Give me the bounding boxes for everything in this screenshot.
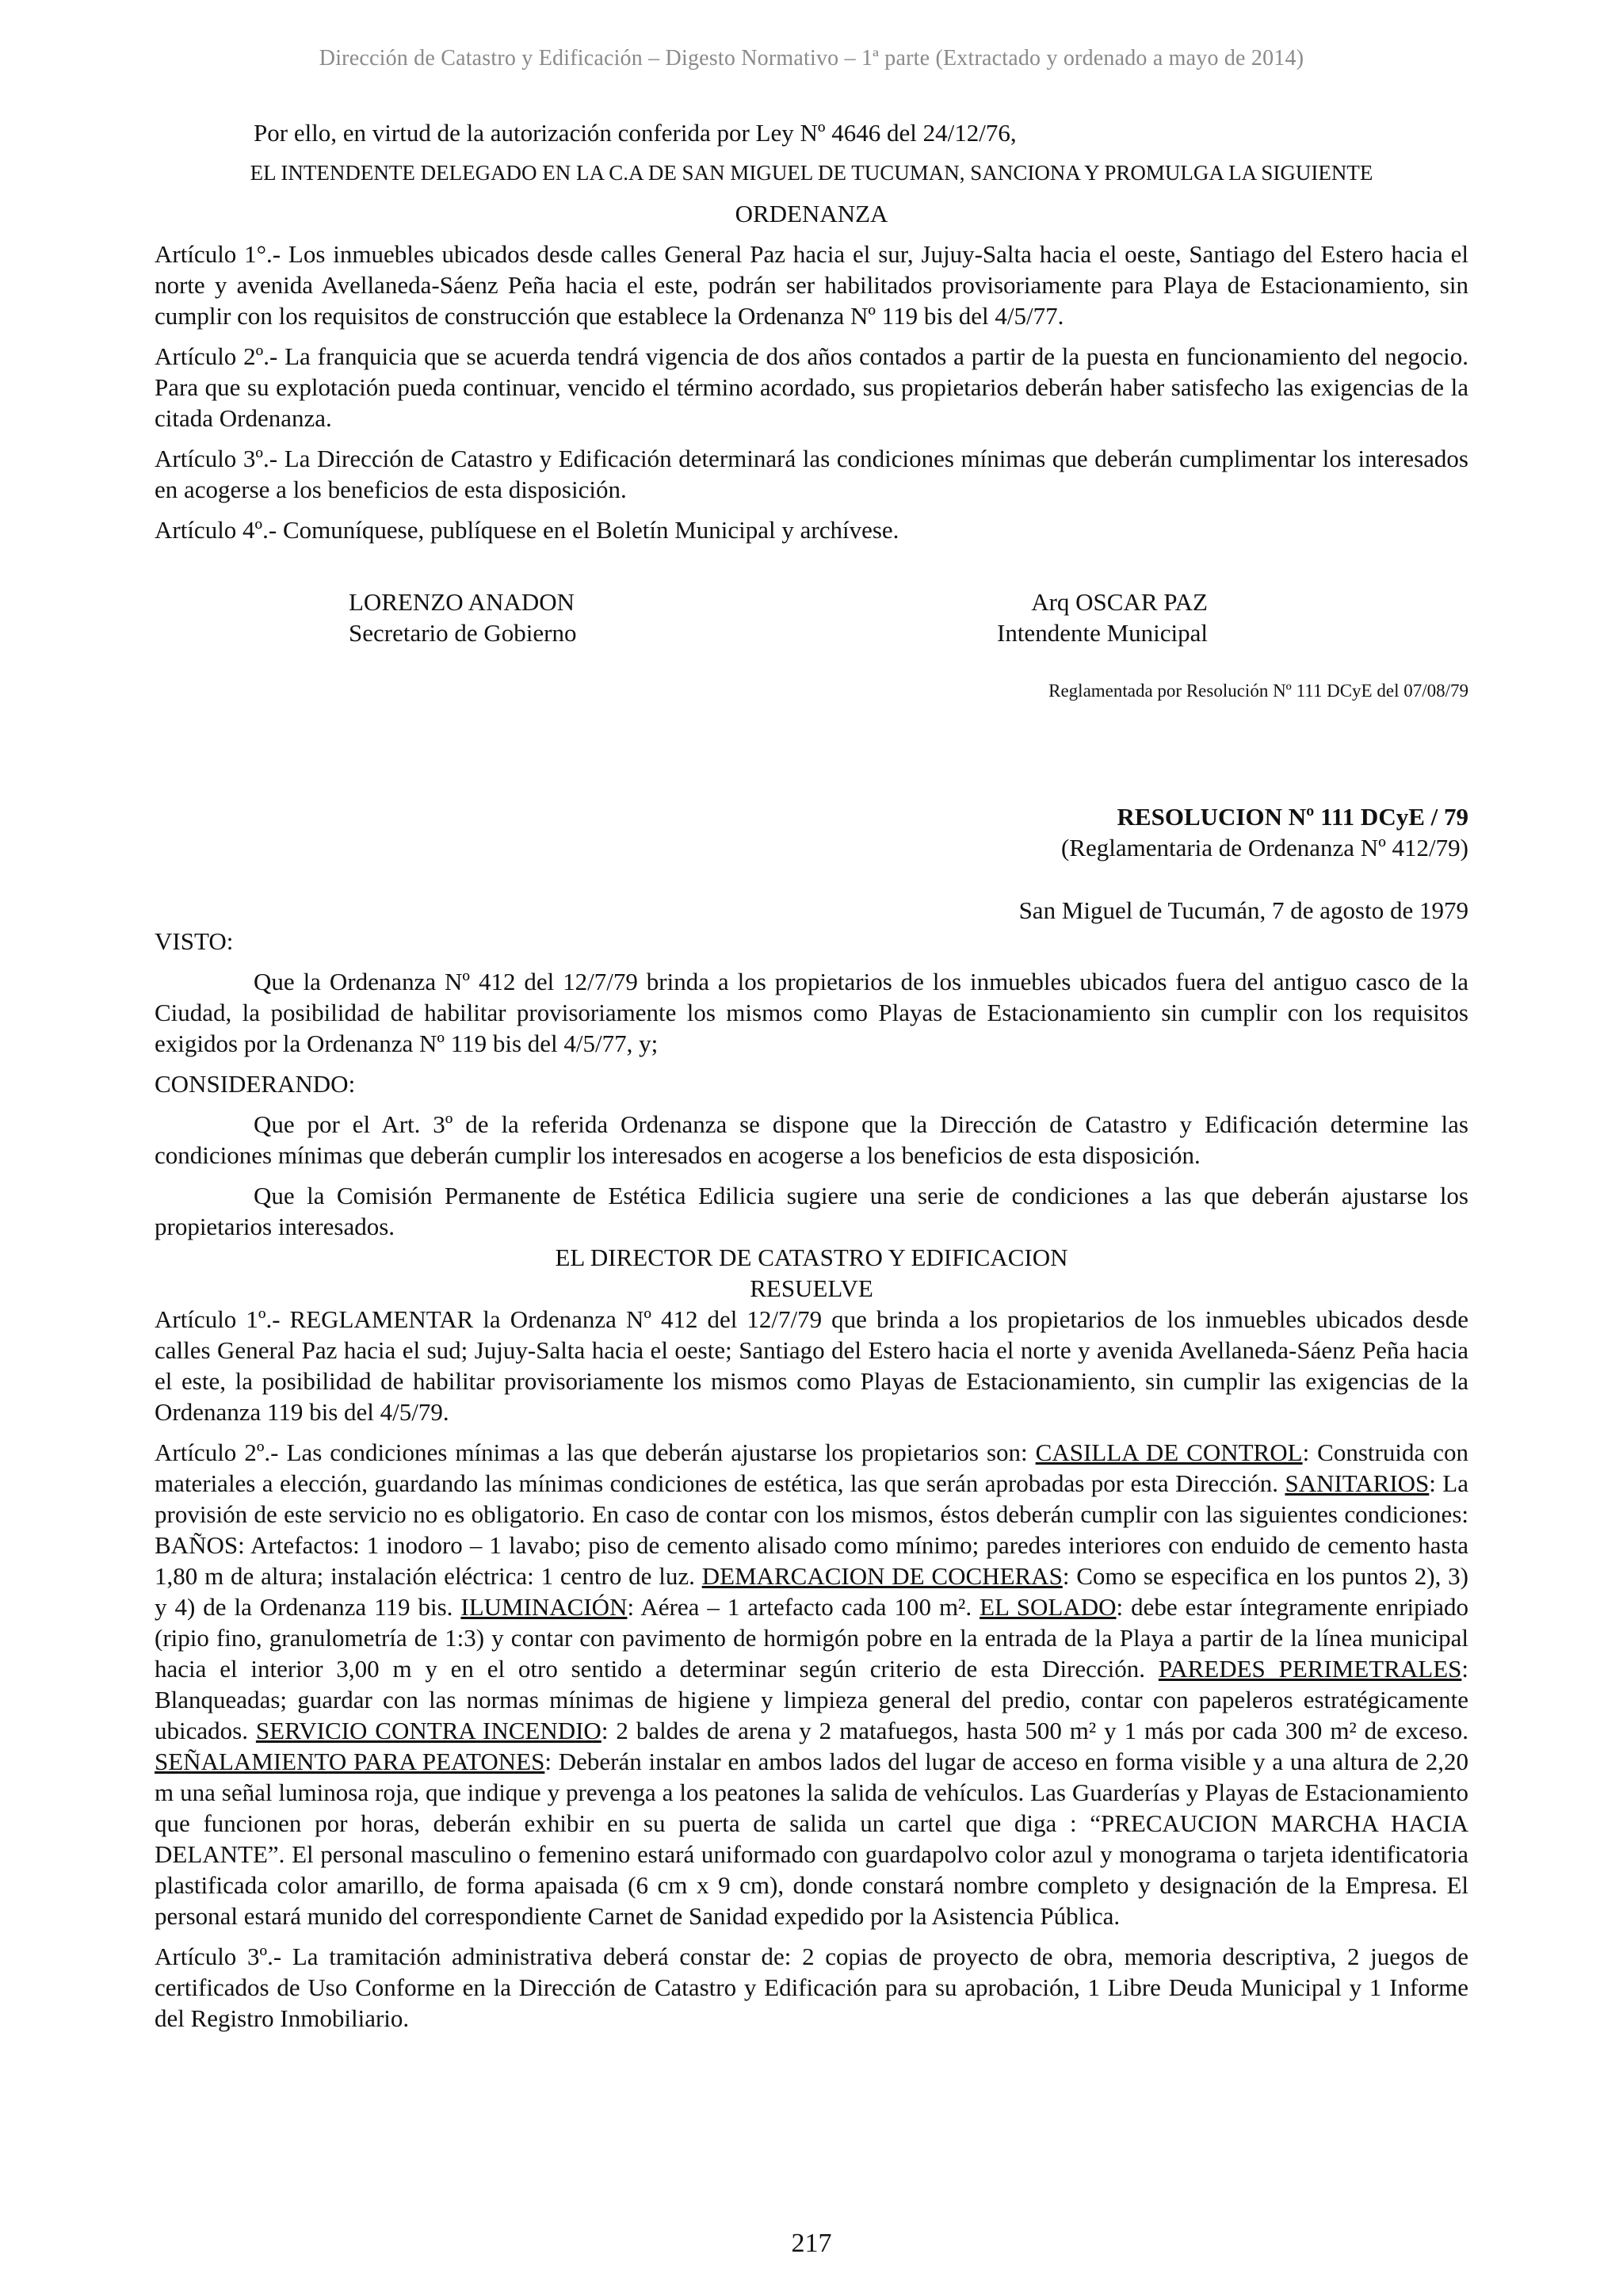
ordinance-article-4: Artículo 4º.- Comuníquese, publíquese en el Boletín Municipal y archívese.: [155, 516, 899, 544]
considerando-label: CONSIDERANDO:: [155, 1070, 356, 1098]
reglamentada-note: Reglamentada por Resolución Nº 111 DCyE del 07/08/79: [1048, 681, 1468, 701]
art2-text-2: : La provisión de este servicio no es obligatorio. En caso de contar con los mismos, éstos deberán cumplir con las siguientes condiciones: BAÑOS: Artefactos: 1 inodoro – 1 lavabo; piso de cemento alisado como mínimo; paredes interiores con enduido de cemento hasta 1,80 m de altura; instalación eléctrica: 1 centro de luz.: [155, 1469, 1468, 1590]
heading-casilla-control: CASILLA DE CONTROL: [1035, 1438, 1303, 1466]
visto-label: VISTO:: [155, 927, 234, 955]
director-line: EL DIRECTOR DE CATASTRO Y EDIFICACION: [555, 1244, 1068, 1271]
signature-left-title: Secretario de Gobierno: [349, 619, 577, 647]
document-body: [155, 117, 1468, 2034]
signature-left-name: LORENZO ANADON: [349, 588, 575, 616]
ordinance-heading: ORDENANZA: [735, 200, 888, 227]
resuelve-heading: RESUELVE: [750, 1274, 873, 1302]
considerando-text-1: Que por el Art. 3º de la referida Ordenanza se dispone que la Dirección de Catastro y Edificación determine las condiciones mínimas que deberán cumplir los interesados en acogerse a los beneficios de esta disposición.: [155, 1110, 1468, 1169]
art2-text-8: : Deberán instalar en ambos lados del lugar de acceso en forma visible y a una altura de 2,20 m una señal luminosa roja, que indique y prevenga a los peatones la salida de vehículos. Las Guarderías y Playas de Estacionamiento que funcionen por horas, deberán exhibir en su puerta de salida un cartel que diga : “PRECAUCION MARCHA HACIA DELANTE”. El personal masculino o femenino estará uniformado con guardapolvo color azul y monograma o tarjeta identificatoria plastificada color amarillo, de forma apaisada (6 cm x 9 cm), donde constará nombre completo y designación de la Empresa. El personal estará munido del correspondiente Carnet de Sanidad expedido por la Asistencia Pública.: [155, 1748, 1468, 1930]
resolution-date: San Miguel de Tucumán, 7 de agosto de 1979: [1018, 896, 1468, 924]
ordinance-article-2: Artículo 2º.- La franquicia que se acuerda tendrá vigencia de dos años contados a partir de la puesta en funcionamiento del negocio. Para que su explotación pueda continuar, vencido el término acordado, sus propietarios deberán haber satisfecho las exigencias de la citada Ordenanza.: [155, 342, 1468, 432]
resolution-title: RESOLUCION Nº 111 DCyE / 79: [1117, 803, 1468, 831]
signature-block: [155, 586, 1468, 658]
resolution-article-1: Artículo 1º.- REGLAMENTAR la Ordenanza Nº 412 del 12/7/79 que brinda a los propietarios de los inmuebles ubicados desde calles General Paz hacia el sud; Jujuy-Salta hacia el oeste; Santiago del Estero hacia el norte y avenida Avellaneda-Sáenz Peña hacia el este, la posibilidad de habilitar provisoriamente los mismos como Playas de Estacionamiento, sin cumplir las exigencias de la Ordenanza 119 bis del 4/5/79.: [155, 1305, 1468, 1426]
heading-iluminacion: ILUMINACIÓN: [460, 1593, 628, 1621]
visto-text: Que la Ordenanza Nº 412 del 12/7/79 brinda a los propietarios de los inmuebles ubicados fuera del antiguo casco de la Ciudad, la posibilidad de habilitar provisoriamente los mismos como Playas de Estacionamiento sin cumplir con los requisitos exigidos por la Ordenanza Nº 119 bis del 4/5/77, y;: [155, 968, 1468, 1057]
signature-right-name: Arq OSCAR PAZ: [1031, 588, 1208, 616]
ordinance-preamble: Por ello, en virtud de la autorización conferida por Ley Nº 4646 del 24/12/76,: [254, 119, 1017, 147]
signature-right-title: Intendente Municipal: [997, 619, 1208, 647]
art2-text-3: : Como se especifica en los puntos 2), 3) y 4) de la Ordenanza 119 bis.: [155, 1562, 1468, 1621]
resolution-subtitle: (Reglamentaria de Ordenanza Nº 412/79): [1060, 834, 1468, 861]
art2-text-6: : Blanqueadas; guardar con las normas mínimas de higiene y limpieza general del predio, contar con papeleros estratégicamente ubicados.: [155, 1655, 1468, 1744]
heading-el-solado: EL SOLADO: [980, 1593, 1117, 1621]
heading-paredes-perimetrales: PAREDES PERIMETRALES: [1158, 1655, 1462, 1683]
ordinance-article-1: Artículo 1°.- Los inmuebles ubicados desde calles General Paz hacia el sur, Jujuy-Salta hacia el oeste, Santiago del Estero hacia el norte y avenida Avellaneda-Sáenz Peña hacia el este, podrán ser habilitados provisoriamente para Playa de Estacionamiento, sin cumplir con los requisitos de construcción que establece la Ordenanza Nº 119 bis del 4/5/77.: [155, 240, 1468, 330]
signature-secretary: [349, 586, 577, 648]
art2-text-1: : Construida con materiales a elección, guardando las mínimas condiciones de estética, las que serán aprobadas por esta Dirección.: [155, 1438, 1469, 1497]
page-number: 217: [791, 2229, 832, 2258]
signature-intendente: [997, 586, 1208, 648]
resolution-article-2: [155, 1437, 1468, 1931]
art2-text-4: : Aérea – 1 artefacto cada 100 m².: [627, 1593, 980, 1621]
art2-text-7: : 2 baldes de arena y 2 matafuegos, hasta 500 m² y 1 más por cada 300 m² de exceso.: [601, 1717, 1468, 1744]
considerando-text-2: Que la Comisión Permanente de Estética Edilicia sugiere una serie de condiciones a las que deberán ajustarse los propietarios interesados.: [155, 1182, 1468, 1240]
resolution-article-3: Artículo 3º.- La tramitación administrativa deberá constar de: 2 copias de proyecto de obra, memoria descriptiva, 2 juegos de certificados de Uso Conforme en la Dirección de Catastro y Edificación para su aprobación, 1 Libre Deuda Municipal y 1 Informe del Registro Inmobiliario.: [155, 1943, 1468, 2032]
intendente-line: EL INTENDENTE DELEGADO EN LA C.A DE SAN MIGUEL DE TUCUMAN, SANCIONA Y PROMULGA LA SIGUIENTE: [250, 161, 1373, 185]
running-header: Dirección de Catastro y Edificación – Digesto Normativo – 1ª parte (Extractado y ordenado a mayo de 2014): [319, 46, 1304, 71]
heading-sanitarios: SANITARIOS: [1285, 1469, 1430, 1497]
art2-text-5: : debe estar íntegramente enripiado (ripio fino, granulometría de 1:3) y contar con pavimento de hormigón pobre en la entrada de la Playa a partir de la línea municipal hacia el interior 3,00 m y en el otro sentido a determinar según criterio de esta Dirección.: [155, 1593, 1469, 1683]
heading-senalamiento-peatones: SEÑALAMIENTO PARA PEATONES: [155, 1748, 545, 1775]
art2-text-0: Artículo 2º.- Las condiciones mínimas a las que deberán ajustarse los propietarios son:: [155, 1438, 1036, 1466]
heading-servicio-contra-incendio: SERVICIO CONTRA INCENDIO: [255, 1717, 601, 1744]
ordinance-article-3: Artículo 3º.- La Dirección de Catastro y Edificación determinará las condiciones mínimas que deberán cumplimentar los interesados en acogerse a los beneficios de esta disposición.: [155, 445, 1468, 503]
heading-demarcacion-cocheras: DEMARCACION DE COCHERAS: [701, 1562, 1063, 1590]
